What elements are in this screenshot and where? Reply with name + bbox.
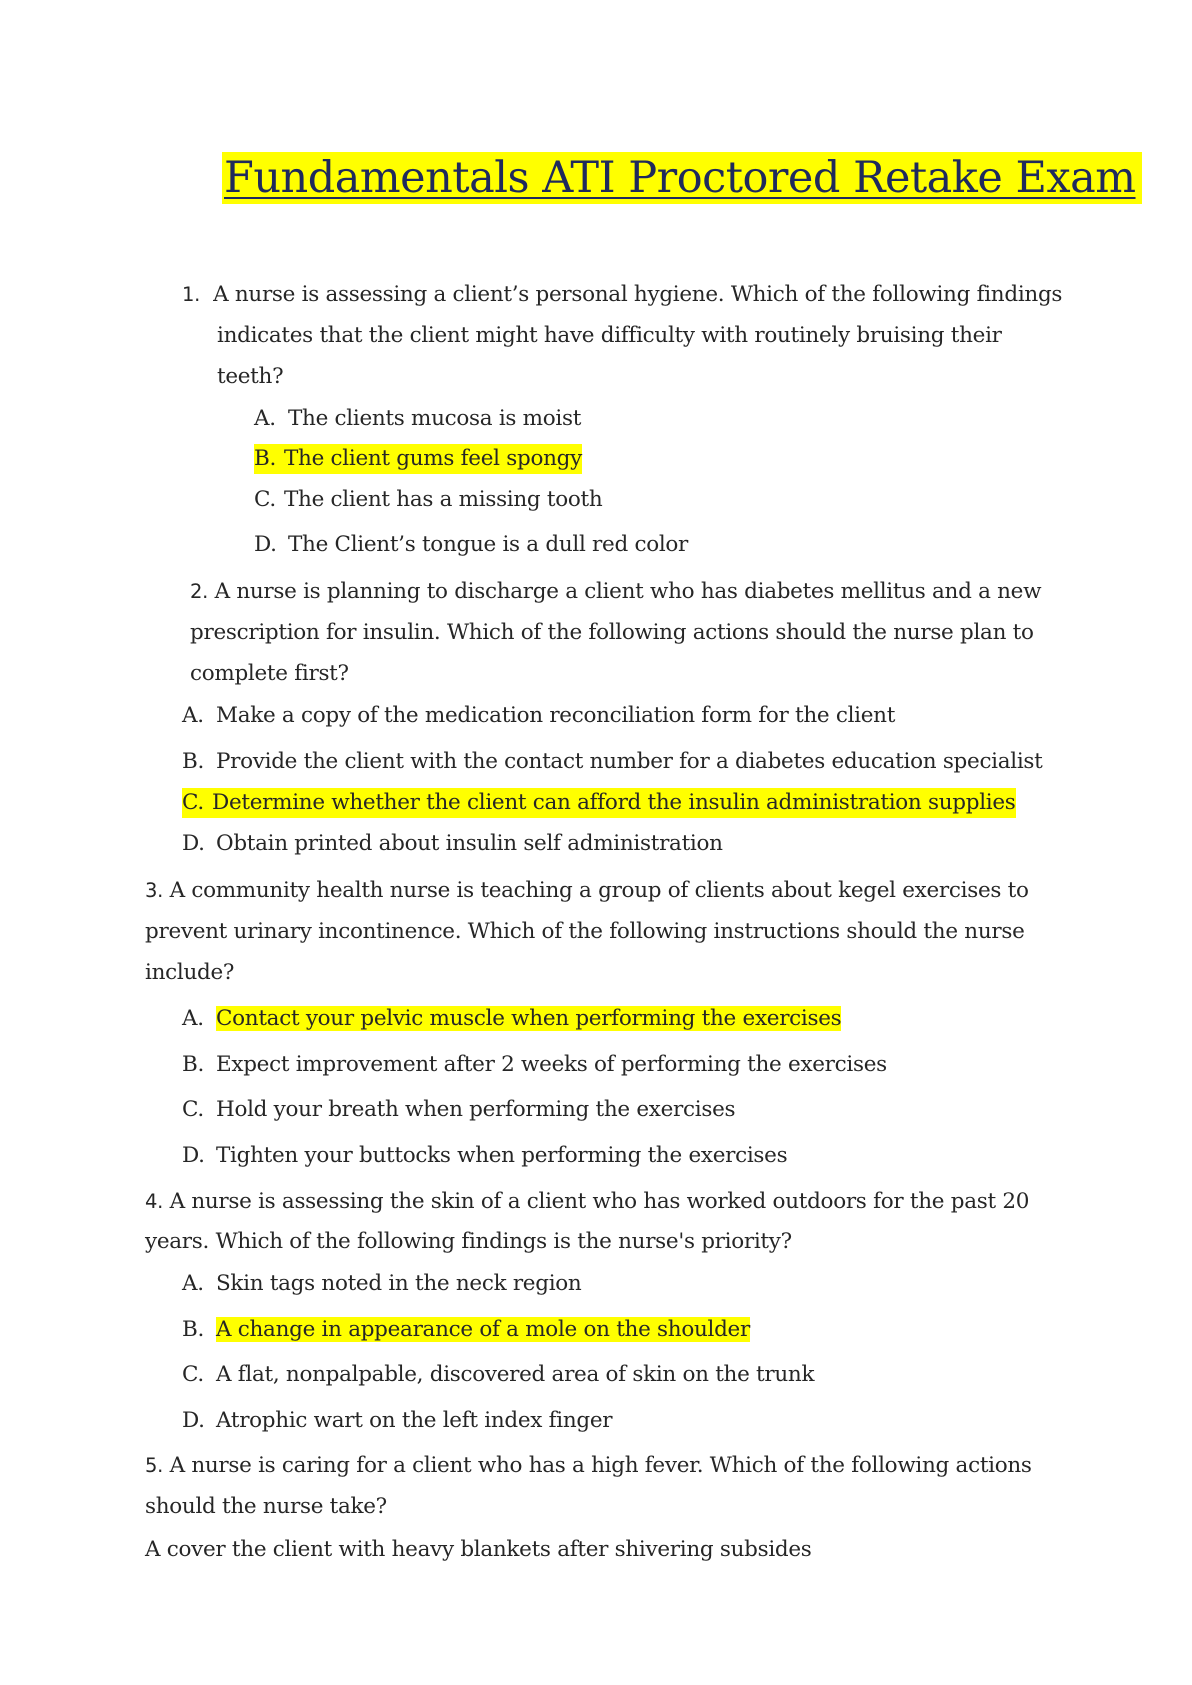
- question-3-line-1: 3. A community health nurse is teaching a group of clients about kegel exercises to: [145, 878, 1029, 903]
- option-2a: A. Make a copy of the medication reconciliation form for the client: [182, 703, 896, 728]
- question-number: 3.: [145, 879, 164, 902]
- option-1c: C. The client has a missing tooth: [254, 487, 603, 512]
- option-1d: D. The Client’s tongue is a dull red color: [254, 532, 689, 557]
- question-4-line-2: years. Which of the following findings is the nurse's priority?: [145, 1229, 792, 1254]
- option-2c-answer: C. Determine whether the client can afford the insulin administration supplies: [182, 788, 1016, 818]
- option-1a: A. The clients mucosa is moist: [254, 406, 582, 431]
- question-2-line-3: complete first?: [190, 661, 349, 686]
- question-2-line-1: 2. A nurse is planning to discharge a client who has diabetes mellitus and a new: [190, 579, 1042, 604]
- question-5-line-1: 5. A nurse is caring for a client who has a high fever. Which of the following actions: [145, 1453, 1032, 1478]
- option-3a-answer: A. Contact your pelvic muscle when performing the exercises: [182, 1006, 842, 1031]
- question-2-line-2: prescription for insulin. Which of the following actions should the nurse plan to: [190, 620, 1034, 645]
- option-2b: B. Provide the client with the contact number for a diabetes education specialist: [182, 749, 1043, 774]
- question-number: 1.: [182, 283, 201, 306]
- option-3b: B. Expect improvement after 2 weeks of performing the exercises: [182, 1052, 887, 1077]
- option-4d: D. Atrophic wart on the left index finger: [182, 1408, 613, 1433]
- page-title: Fundamentals ATI Proctored Retake Exam: [222, 152, 1142, 204]
- option-4b-answer: B. A change in appearance of a mole on the shoulder: [182, 1317, 750, 1342]
- question-number: 2.: [190, 580, 209, 603]
- question-number: 5.: [145, 1454, 164, 1477]
- question-3-line-2: prevent urinary incontinence. Which of the following instructions should the nurse: [145, 919, 1025, 944]
- question-1-line-1: 1. A nurse is assessing a client’s personal hygiene. Which of the following findings: [182, 282, 1063, 307]
- option-5a: A cover the client with heavy blankets after shivering subsides: [145, 1537, 812, 1562]
- question-1-line-2: indicates that the client might have difficulty with routinely bruising their: [217, 323, 1002, 348]
- question-1-line-3: teeth?: [217, 364, 284, 389]
- option-4c: C. A flat, nonpalpable, discovered area of skin on the trunk: [182, 1362, 815, 1387]
- question-5-line-2: should the nurse take?: [145, 1494, 387, 1519]
- question-4-line-1: 4. A nurse is assessing the skin of a client who has worked outdoors for the past 20: [145, 1189, 1030, 1214]
- option-2d: D. Obtain printed about insulin self administration: [182, 831, 723, 856]
- option-3c: C. Hold your breath when performing the exercises: [182, 1097, 736, 1122]
- question-number: 4.: [145, 1190, 164, 1213]
- option-1b-answer: B. The client gums feel spongy: [254, 444, 582, 474]
- option-4a: A. Skin tags noted in the neck region: [182, 1271, 582, 1296]
- question-3-line-3: include?: [145, 960, 235, 985]
- option-3d: D. Tighten your buttocks when performing the exercises: [182, 1143, 788, 1168]
